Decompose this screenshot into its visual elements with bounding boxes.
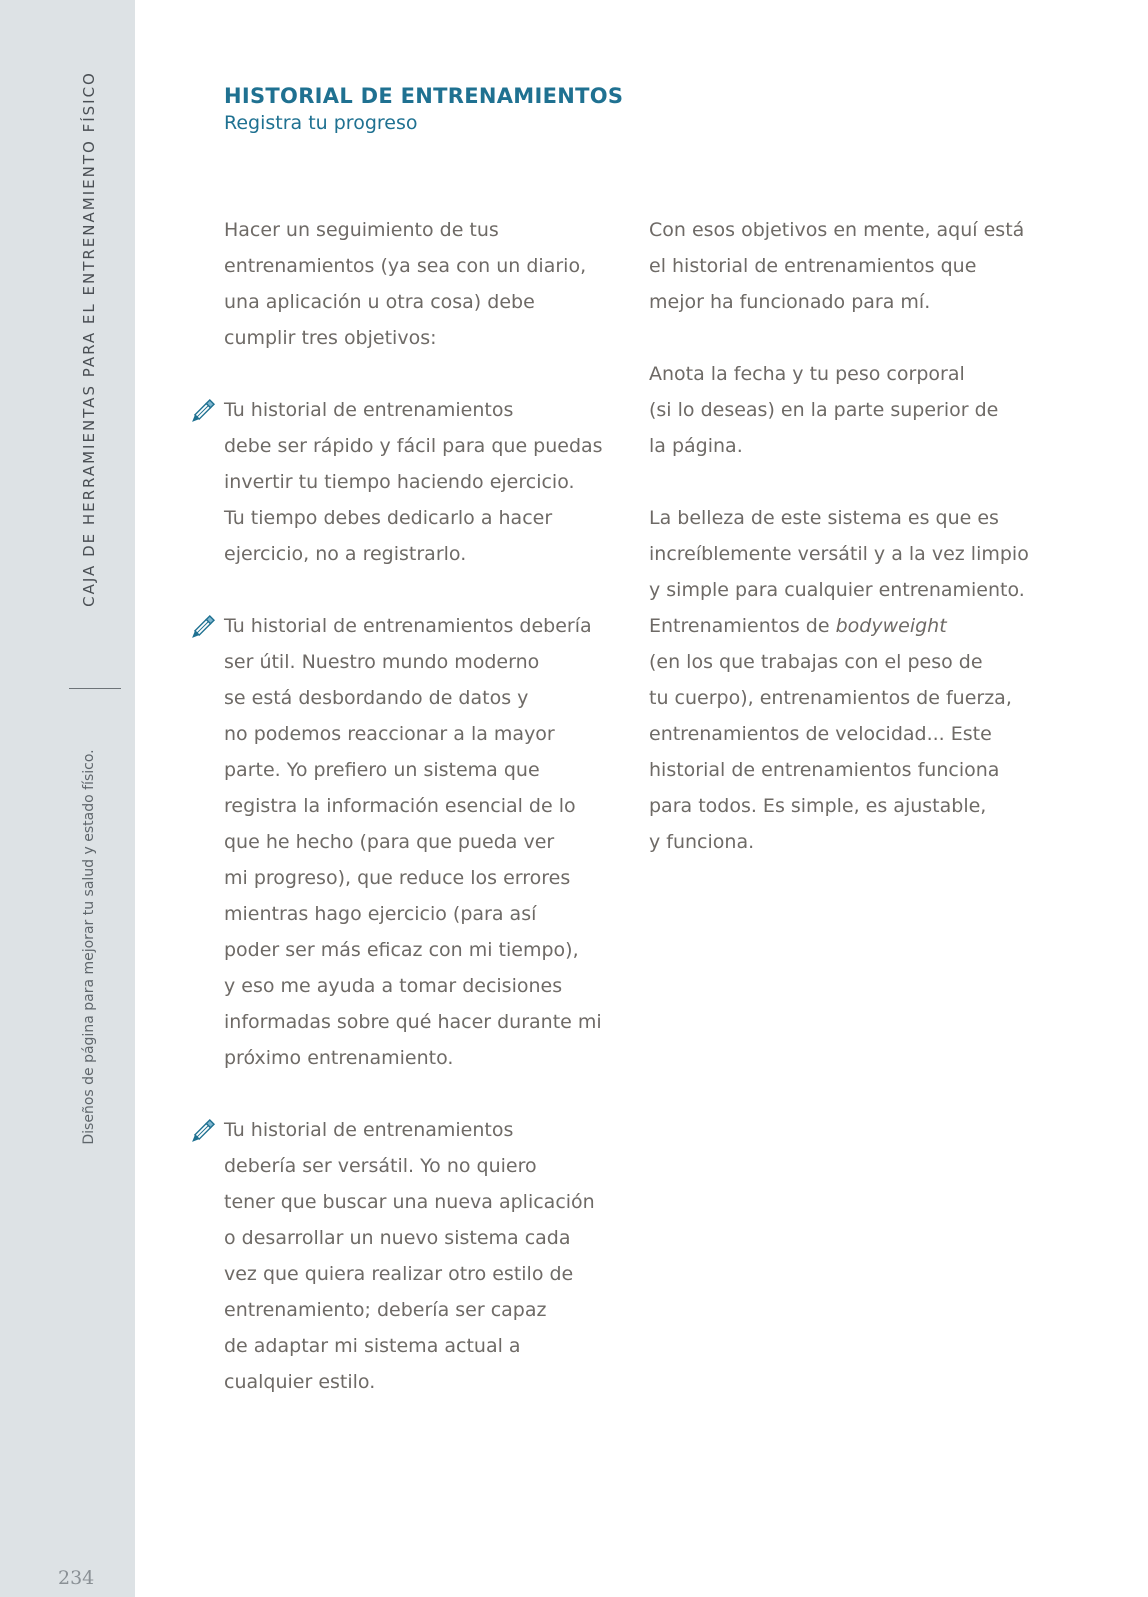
text-line: mejor ha funcionado para mí.: [649, 291, 931, 313]
text-line: se está desbordando de datos y: [224, 687, 529, 709]
left-column: [224, 212, 634, 1436]
text-line: no podemos reaccionar a la mayor: [224, 723, 555, 745]
page-title: HISTORIAL DE ENTRENAMIENTOS: [224, 84, 624, 108]
text-line: una aplicación u otra cosa) debe: [224, 291, 535, 313]
text-line: próximo entrenamiento.: [224, 1047, 454, 1069]
text-line: y eso me ayuda a tomar decisiones: [224, 975, 563, 997]
intro-paragraph: [224, 212, 634, 356]
text-line: informadas sobre qué hacer durante mi: [224, 1011, 602, 1033]
section-title: CAJA DE HERRAMIENTAS PARA EL ENTRENAMIENTO FÍSICO: [80, 71, 98, 607]
page-number: 234: [58, 1567, 95, 1589]
text-line: cumplir tres objetivos:: [224, 327, 437, 349]
text-line: Tu historial de entrenamientos: [224, 1119, 514, 1141]
text-line: ser útil. Nuestro mundo moderno: [224, 651, 540, 673]
page-subtitle: Registra tu progreso: [224, 112, 418, 134]
text-line: (en los que trabajas con el peso de: [649, 651, 983, 673]
text-line: Tu historial de entrenamientos debería: [224, 615, 592, 637]
paragraph: [649, 356, 1049, 464]
sidebar-divider: [69, 688, 121, 689]
text-line: ejercicio, no a registrarlo.: [224, 543, 467, 565]
paragraph: [649, 212, 1049, 320]
text-line: mientras hago ejercicio (para así: [224, 903, 537, 925]
bullet-item: [224, 1112, 634, 1400]
text-line: parte. Yo prefiero un sistema que: [224, 759, 540, 781]
text-line: mi progreso), que reduce los errores: [224, 867, 571, 889]
text-line: para todos. Es simple, es ajustable,: [649, 795, 987, 817]
pencil-icon: [186, 1116, 218, 1148]
pencil-icon: [186, 396, 218, 428]
text-line: entrenamientos (ya sea con un diario,: [224, 255, 587, 277]
text-line: Hacer un seguimiento de tus: [224, 219, 499, 241]
sidebar: [0, 0, 135, 1597]
text-line: o desarrollar un nuevo sistema cada: [224, 1227, 571, 1249]
text-line: el historial de entrenamientos que: [649, 255, 977, 277]
text-line: y simple para cualquier entrenamiento.: [649, 579, 1025, 601]
text-line: invertir tu tiempo haciendo ejercicio.: [224, 471, 575, 493]
text-line: de adaptar mi sistema actual a: [224, 1335, 521, 1357]
text-line: registra la información esencial de lo: [224, 795, 576, 817]
text-line: Con esos objetivos en mente, aquí está: [649, 219, 1025, 241]
text-line: (si lo deseas) en la parte superior de: [649, 399, 999, 421]
bullet-item: [224, 392, 634, 572]
text-line: [649, 608, 1049, 644]
text-line: entrenamientos de velocidad... Este: [649, 723, 992, 745]
text-line: increíblemente versátil y a la vez limpio: [649, 543, 1029, 565]
text-line: tu cuerpo), entrenamientos de fuerza,: [649, 687, 1012, 709]
section-subtitle: Diseños de página para mejorar tu salud y estado físico.: [81, 749, 97, 1145]
text-fragment: Entrenamientos de: [649, 615, 836, 637]
text-line: Anota la fecha y tu peso corporal: [649, 363, 965, 385]
paragraph: [649, 500, 1049, 860]
pencil-icon: [186, 612, 218, 644]
page-header: [224, 84, 623, 134]
text-line: y funciona.: [649, 831, 755, 853]
right-column: [649, 212, 1049, 896]
text-line: vez que quiera realizar otro estilo de: [224, 1263, 574, 1285]
text-line: tener que buscar una nueva aplicación: [224, 1191, 595, 1213]
text-line: poder ser más eficaz con mi tiempo),: [224, 939, 579, 961]
text-line: historial de entrenamientos funciona: [649, 759, 1000, 781]
italic-term: bodyweight: [835, 615, 947, 637]
text-line: entrenamiento; debería ser capaz: [224, 1299, 547, 1321]
text-line: Tu historial de entrenamientos: [224, 399, 514, 421]
text-line: La belleza de este sistema es que es: [649, 507, 999, 529]
text-line: debería ser versátil. Yo no quiero: [224, 1155, 537, 1177]
text-line: que he hecho (para que pueda ver: [224, 831, 555, 853]
text-line: debe ser rápido y fácil para que puedas: [224, 435, 603, 457]
bullet-item: [224, 608, 634, 1076]
text-line: Tu tiempo debes dedicarlo a hacer: [224, 507, 553, 529]
text-line: cualquier estilo.: [224, 1371, 376, 1393]
text-line: la página.: [649, 435, 743, 457]
